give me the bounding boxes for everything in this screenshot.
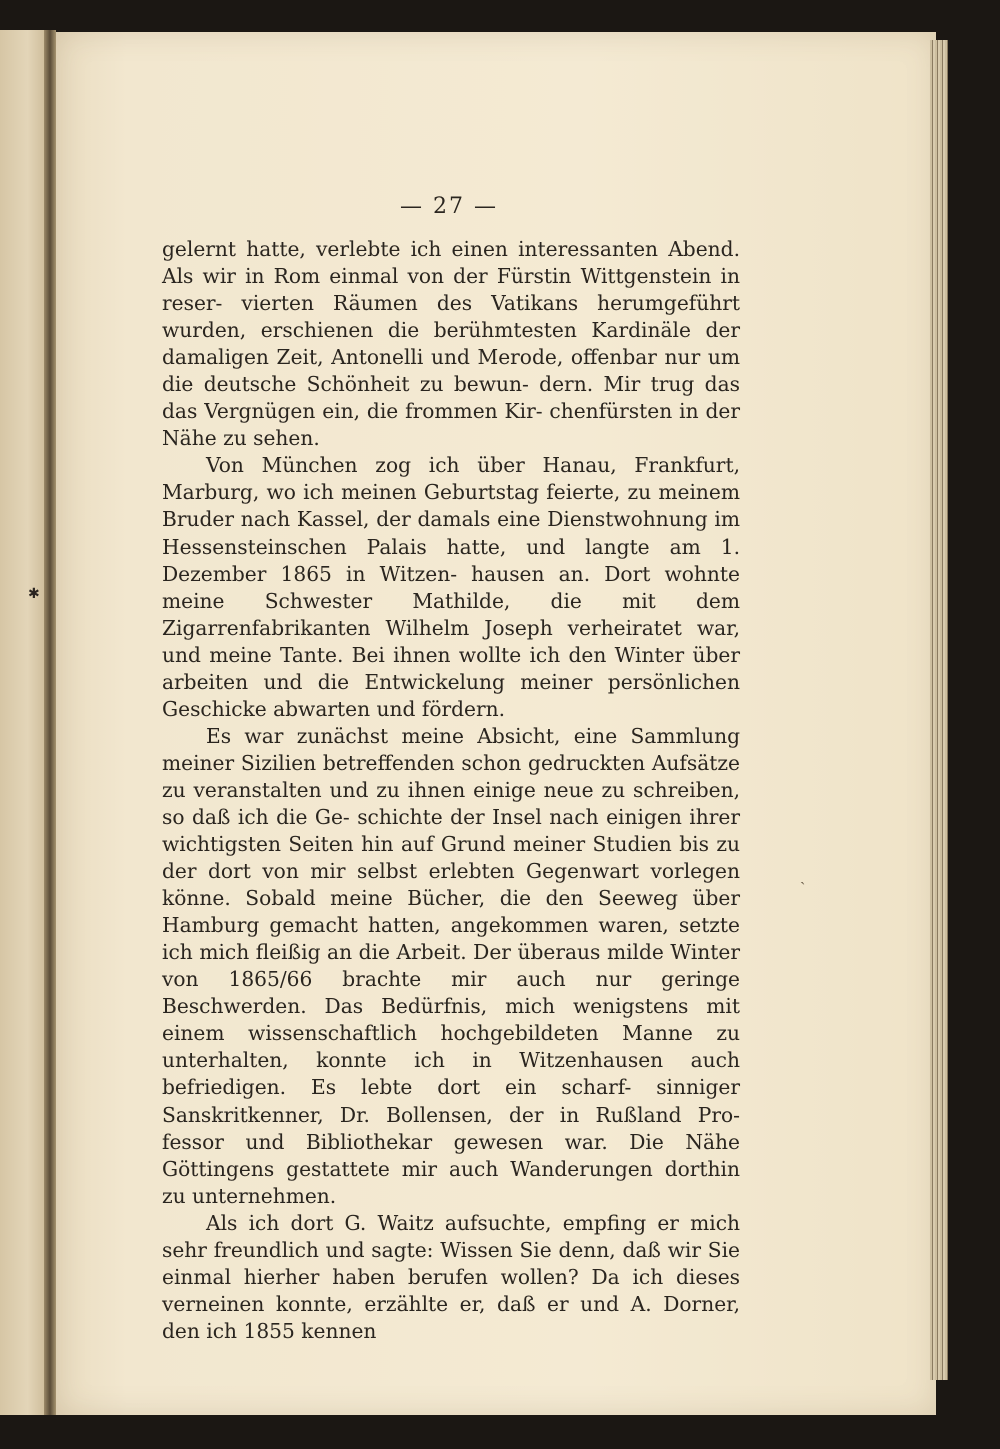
body-text [162,236,740,1345]
left-page-edge [0,30,50,1415]
page-edges [930,40,948,1380]
gutter-thread-mark: ✱ [28,586,40,602]
paragraph-1: gelernt hatte, verlebte ich einen interessanten Abend. Als wir in Rom einmal von der Fürstin Wittgenstein in reser- vierten Räumen des Vatikans herumgeführt wurden, erschienen die berühmtesten Kardinäle der damaligen Zeit, Antonelli und Merode, offenbar nur um die deutsche Schönheit zu bewun- dern. Mir trug das das Vergnügen ein, die frommen Kir- chenfürsten in der Nähe zu sehen. [162,237,740,451]
paragraph-2: Von München zog ich über Hanau, Frankfurt, Marburg, wo ich meinen Geburtstag feierte, zu meinem Bruder nach Kassel, der damals eine Dienstwohnung im Hessensteinschen Palais hatte, und langte am 1. Dezember 1865 in Witzen- hausen an. Dort wohnte meine Schwester Mathilde, die mit dem Zigarrenfabrikanten Wilhelm Joseph verheiratet war, und meine Tante. Bei ihnen wollte ich den Winter über arbeiten und die Entwickelung meiner persönlichen Geschicke abwarten und fördern. [162,453,740,721]
page-number: — 27 — [400,194,498,219]
paragraph-3: Es war zunächst meine Absicht, eine Sammlung meiner Sizilien betreffenden schon gedruckten Aufsätze zu veranstalten und zu ihnen einige neue zu schreiben, so daß ich die Ge- schichte der Insel nach einigen ihrer wichtigsten Seiten hin auf Grund meiner Studien bis zu der dort von mir selbst erlebten Gegenwart vorlegen könne. Sobald meine Bücher, die den Seeweg über Hamburg gemacht hatten, angekommen waren, setzte ich mich fleißig an die Arbeit. Der überaus milde Winter von 1865/66 brachte mir auch nur geringe Beschwerden. Das Bedürfnis, mich wenigstens mit einem wissenschaftlich hochgebildeten Manne zu unterhalten, konnte ich in Witzenhausen auch befriedigen. Es lebte dort ein scharf- sinniger Sanskritkenner, Dr. Bollensen, der in Rußland Pro- fessor und Bibliothekar gewesen war. Die Nähe Göttingens gestattete mir auch Wanderungen dorthin zu unternehmen. [162,723,740,1208]
paragraph-4: Als ich dort G. Waitz aufsuchte, empfing er mich sehr freundlich und sagte: Wissen Sie denn, daß wir Sie einmal hierher haben berufen wollen? Da ich dieses verneinen konnte, erzählte er, daß er und A. Dorner, den ich 1855 kennen [162,1210,740,1343]
book-gutter [44,30,56,1415]
margin-mark: ˎ [800,866,806,885]
